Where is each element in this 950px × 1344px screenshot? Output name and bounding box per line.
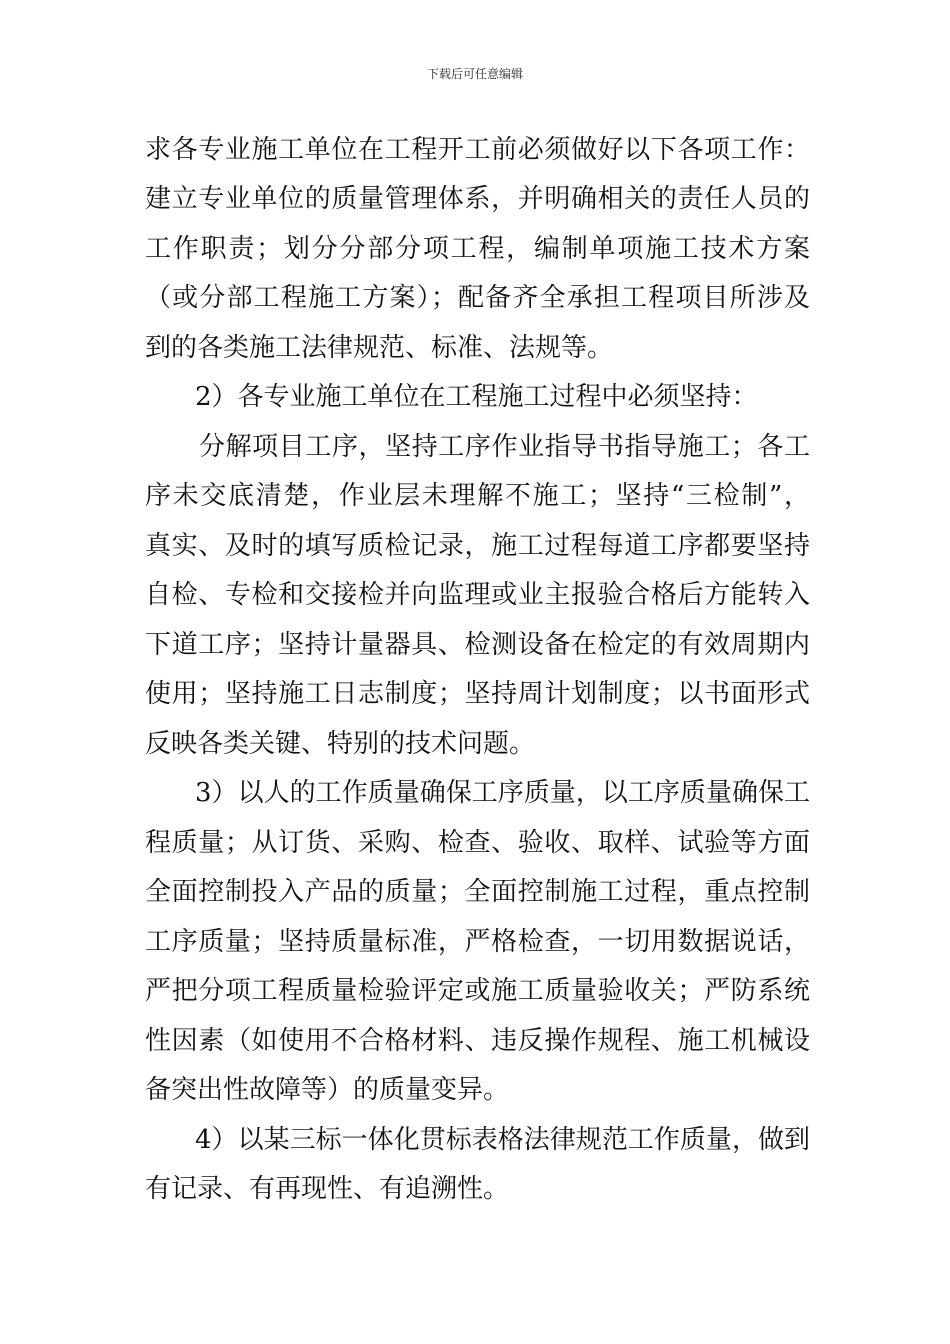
text-line: 自检、专检和交接检并向监理或业主报验合格后方能转入 <box>145 580 810 610</box>
text-line: 有记录、有再现性、有追溯性。 <box>145 1174 510 1204</box>
text-line: 4）以某三标一体化贯标表格法律规范工作质量，做到 <box>195 1125 810 1155</box>
text-line: 使用；坚持施工日志制度；坚持周计划制度；以书面形式 <box>145 679 810 709</box>
text-line: 备突出性故障等）的质量变异。 <box>145 1075 510 1105</box>
text-line: 全面控制投入产品的质量；全面控制施工过程，重点控制 <box>145 877 810 907</box>
text-line: 分解项目工序，坚持工序作业指导书指导施工；各工 <box>199 432 810 462</box>
text-line: 3）以人的工作质量确保工序质量，以工序质量确保工 <box>195 778 810 808</box>
text-line: 严把分项工程质量检验评定或施工质量验收关；严防系统 <box>145 976 810 1006</box>
page-header: 下载后可任意编辑 <box>426 67 523 81</box>
text-line: 反映各类关键、特别的技术问题。 <box>145 729 536 759</box>
text-line: 到的各类施工法律规范、标准、法规等。 <box>145 333 614 363</box>
text-line: 工作职责；划分分部分项工程，编制单项施工技术方案 <box>145 234 810 264</box>
text-line: 求各专业施工单位在工程开工前必须做好以下各项工作： <box>145 135 810 165</box>
text-line: 下道工序；坚持计量器具、检测设备在检定的有效周期内 <box>145 630 810 660</box>
text-line: 建立专业单位的质量管理体系，并明确相关的责任人员的 <box>145 184 810 214</box>
text-line: 程质量；从订货、采购、检查、验收、取样、试验等方面 <box>145 828 810 858</box>
text-line: 真实、及时的填写质检记录，施工过程每道工序都要坚持 <box>145 531 810 561</box>
text-line: 工序质量；坚持质量标准，严格检查，一切用数据说话， <box>145 927 810 957</box>
text-line: 2）各专业施工单位在工程施工过程中必须坚持： <box>195 382 758 412</box>
text-line: （或分部工程施工方案）；配备齐全承担工程项目所涉及 <box>145 283 810 313</box>
text-line: 性因素（如使用不合格材料、违反操作规程、施工机械设 <box>145 1026 810 1056</box>
text-line: 序未交底清楚，作业层未理解不施工；坚持“三检制”， <box>145 481 810 511</box>
